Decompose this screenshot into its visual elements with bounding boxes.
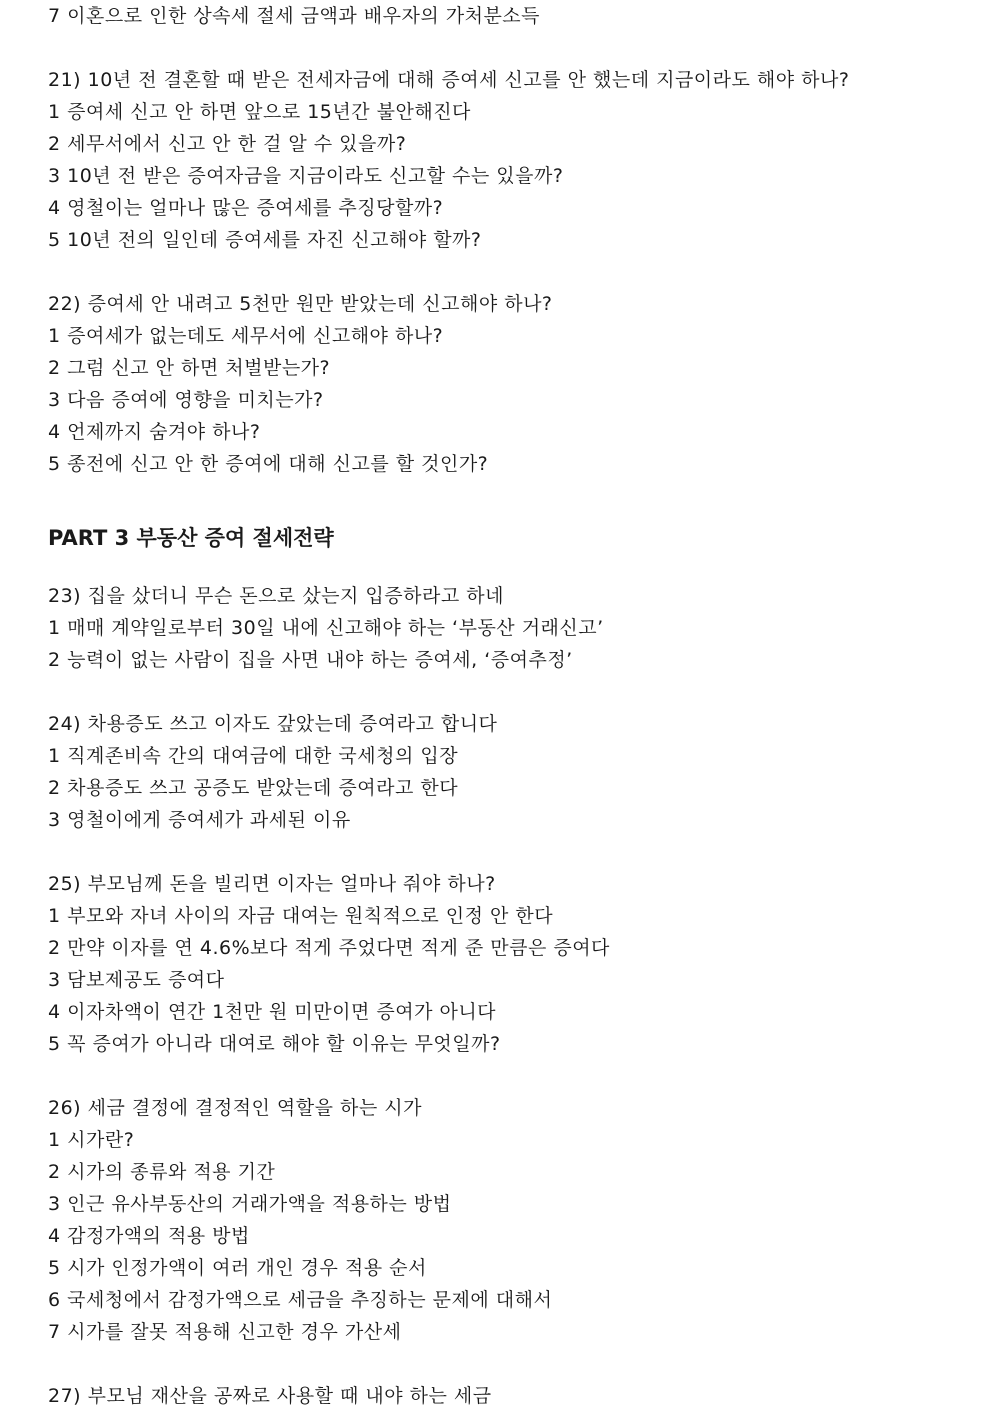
list-item: 1 직계존비속 간의 대여금에 대한 국세청의 입장 (48, 745, 459, 767)
list-item: 1 증여세가 없는데도 세무서에 신고해야 하나? (48, 325, 444, 347)
part-heading: PART 3 부동산 증여 절세전략 (48, 526, 334, 550)
list-item: 2 능력이 없는 사람이 집을 사면 내야 하는 증여세, ‘증여추정’ (48, 649, 573, 671)
list-item: 2 만약 이자를 연 4.6%보다 적게 주었다면 적게 준 만큼은 증여다 (48, 937, 610, 959)
list-item: 4 영철이는 얼마나 많은 증여세를 추징당할까? (48, 197, 444, 219)
list-item: 1 시가란? (48, 1129, 135, 1151)
question-title: 27) 부모님 재산을 공짜로 사용할 때 내야 하는 세금 (48, 1385, 492, 1407)
list-item: 2 시가의 종류와 적용 기간 (48, 1161, 276, 1183)
list-item: 5 10년 전의 일인데 증여세를 자진 신고해야 할까? (48, 229, 482, 251)
question-title: 21) 10년 전 결혼할 때 받은 전세자금에 대해 증여세 신고를 안 했는데 지금이라도 해야 하나? (48, 69, 850, 91)
list-item: 3 영철이에게 증여세가 과세된 이유 (48, 809, 351, 831)
list-item: 1 부모와 자녀 사이의 자금 대여는 원칙적으로 인정 안 한다 (48, 905, 554, 927)
list-item: 1 증여세 신고 안 하면 앞으로 15년간 불안해진다 (48, 101, 471, 123)
question-title: 22) 증여세 안 내려고 5천만 원만 받았는데 신고해야 하나? (48, 293, 553, 315)
document-page (48, 0, 968, 1412)
list-item: 2 그럼 신고 안 하면 처벌받는가? (48, 357, 331, 379)
list-item: 4 언제까지 숨겨야 하나? (48, 421, 261, 443)
list-item: 2 차용증도 쓰고 공증도 받았는데 증여라고 한다 (48, 777, 459, 799)
list-item: 2 세무서에서 신고 안 한 걸 알 수 있을까? (48, 133, 407, 155)
list-item: 1 매매 계약일로부터 30일 내에 신고해야 하는 ‘부동산 거래신고’ (48, 617, 604, 639)
question-title: 23) 집을 샀더니 무슨 돈으로 샀는지 입증하라고 하네 (48, 585, 504, 607)
list-item: 5 종전에 신고 안 한 증여에 대해 신고를 할 것인가? (48, 453, 489, 475)
list-item: 4 감정가액의 적용 방법 (48, 1225, 250, 1247)
list-item: 6 국세청에서 감정가액으로 세금을 추징하는 문제에 대해서 (48, 1289, 553, 1311)
question-title: 26) 세금 결정에 결정적인 역할을 하는 시가 (48, 1097, 422, 1119)
list-item: 3 담보제공도 증여다 (48, 969, 225, 991)
list-item: 4 이자차액이 연간 1천만 원 미만이면 증여가 아니다 (48, 1001, 497, 1023)
question-title: 25) 부모님께 돈을 빌리면 이자는 얼마나 줘야 하나? (48, 873, 496, 895)
list-item: 7 시가를 잘못 적용해 신고한 경우 가산세 (48, 1321, 402, 1343)
list-item: 5 시가 인정가액이 여러 개인 경우 적용 순서 (48, 1257, 427, 1279)
list-item: 3 10년 전 받은 증여자금을 지금이라도 신고할 수는 있을까? (48, 165, 564, 187)
list-item: 5 꼭 증여가 아니라 대여로 해야 할 이유는 무엇일까? (48, 1033, 501, 1055)
list-item: 3 다음 증여에 영향을 미치는가? (48, 389, 324, 411)
list-item: 7 이혼으로 인한 상속세 절세 금액과 배우자의 가처분소득 (48, 5, 541, 27)
question-title: 24) 차용증도 쓰고 이자도 갚았는데 증여라고 합니다 (48, 713, 498, 735)
list-item: 3 인근 유사부동산의 거래가액을 적용하는 방법 (48, 1193, 452, 1215)
